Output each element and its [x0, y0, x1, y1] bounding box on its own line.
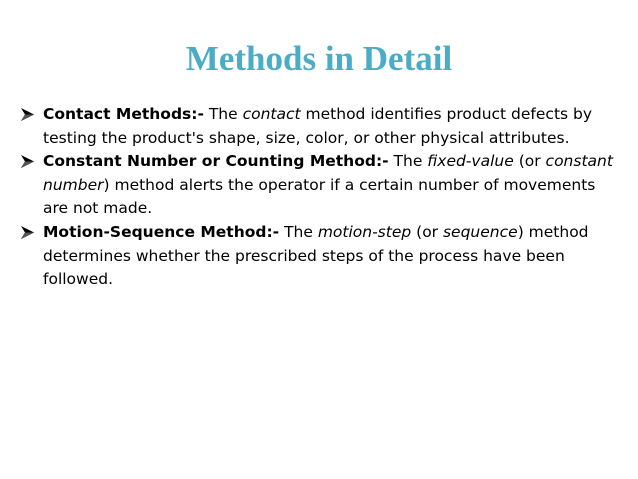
bullet-text: (or — [513, 152, 546, 171]
bullet-heading: Contact Methods:- — [43, 105, 204, 123]
arrowhead-bullet-icon — [21, 155, 34, 168]
bullet-item-constant-number-method — [20, 150, 620, 221]
bullet-text-italic: constant number — [43, 152, 613, 194]
bullet-text-italic: sequence — [442, 222, 518, 241]
bullet-text: (or — [411, 222, 443, 241]
bullet-text: The — [203, 105, 243, 123]
arrowhead-bullet-icon — [21, 226, 34, 239]
bullet-text: The — [388, 152, 428, 171]
slide-title: Methods in Detail — [185, 39, 453, 78]
bullet-text: ) method alerts the operator if a certain number of movements are not made. — [43, 175, 596, 218]
bullet-text-italic: motion-step — [317, 222, 412, 241]
bullet-text: method identifies product defects by testing the product's shape, size, color, or other physical attributes. — [43, 105, 593, 147]
bullet-heading: Motion-Sequence Method:- — [43, 222, 280, 241]
bullet-text-italic: fixed-value — [427, 152, 514, 171]
arrowhead-bullet-icon — [21, 108, 34, 121]
bullet-item-contact-methods — [20, 103, 620, 150]
bullet-text: ) method determines whether the prescribed steps of the process have been followed. — [43, 222, 589, 289]
bullet-text-italic: contact — [242, 105, 301, 123]
bullet-item-motion-sequence-method — [20, 221, 620, 292]
bullet-text: The — [279, 222, 318, 241]
bullet-heading: Constant Number or Counting Method:- — [43, 152, 389, 171]
bullet-list — [20, 103, 620, 292]
